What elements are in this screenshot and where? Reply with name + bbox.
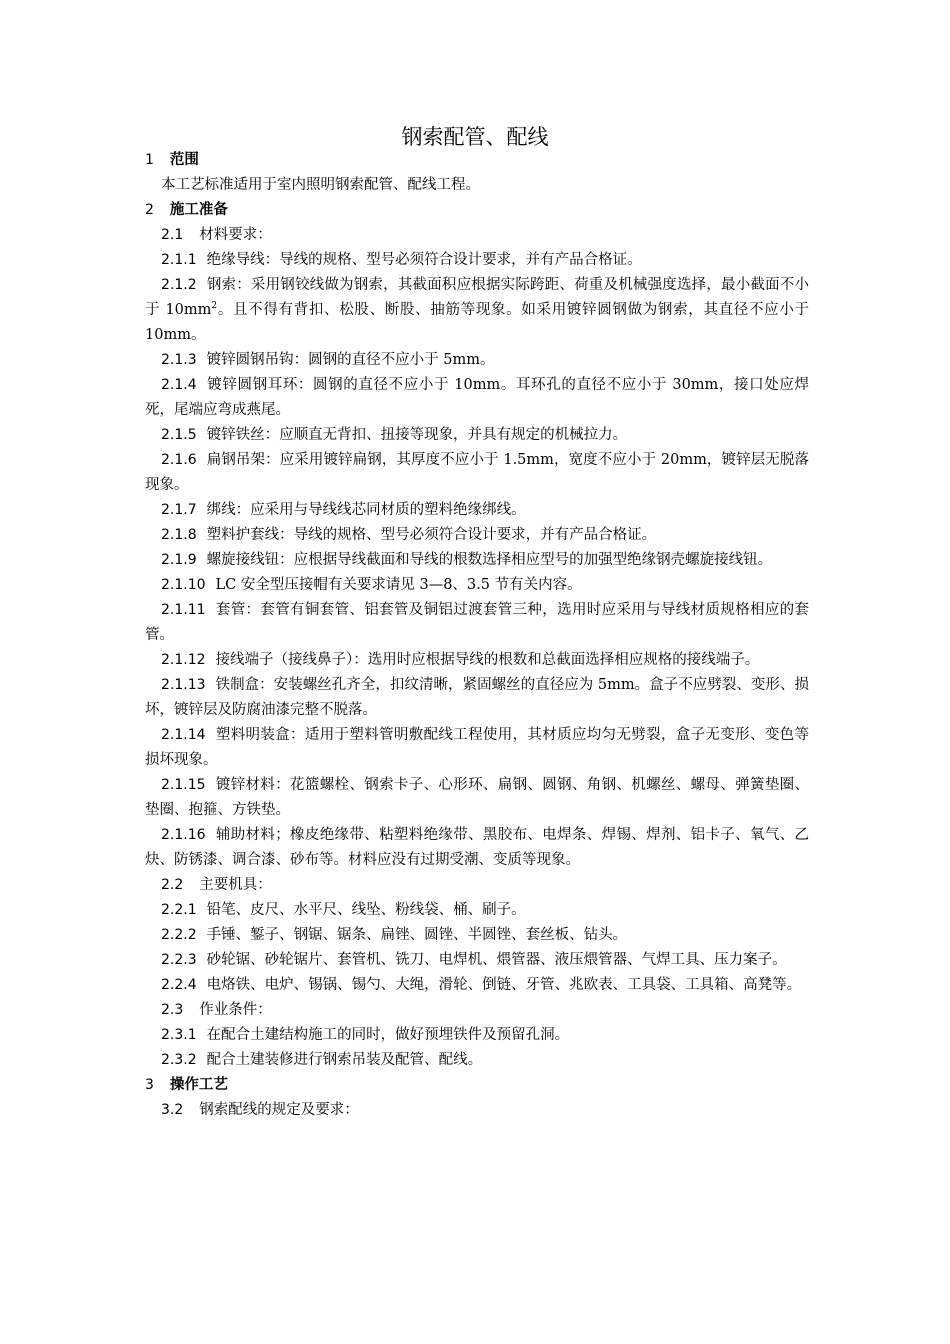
subsection-heading [145,1098,809,1123]
body-paragraph [145,173,809,198]
item-text: 塑料护套线：导线的规格、型号必须符合设计要求，并有产品合格证。 [206,527,657,543]
list-item [145,923,809,948]
item-number: 2.1.11 [161,602,206,618]
item-text: 辅助材料；橡皮绝缘带、粘塑料绝缘带、黑胶布、电焊条、焊锡、焊剂、铝卡子、氧气、乙炔、防锈漆、调合漆、砂布等。材料应没有过期受潮、变质等现象。 [145,827,809,868]
subsection-heading [145,998,809,1023]
item-text: 电烙铁、电炉、锡锅、锡勺、大绳，滑轮、倒链、牙管、兆欧表、工具袋、工具箱、高凳等。 [206,977,802,993]
item-text: 。且不得有背扣、松股、断股、抽筋等现象。如采用镀锌圆钢做为钢索，其直径不应小于 10mm。 [145,302,810,343]
section-number: 3 [145,1077,154,1093]
item-text: 铁制盒：安装螺丝孔齐全，扣纹清晰，紧固螺丝的直径应为 5mm。盒子不应劈裂、变形、损坏，镀锌层及防腐油漆完整不脱落。 [145,677,809,718]
item-text: 镀锌铁丝：应顺直无背扣、扭接等现象，并具有规定的机械拉力。 [206,427,628,443]
list-item [145,648,809,673]
item-text: 钢索：采用钢铰线做为钢索，其截面积应根据实际跨距、荷重及机械强度选择，最小截面不小于 10mm [145,277,809,318]
superscript: 2 [211,301,218,312]
list-item [145,598,809,648]
item-number: 2.1.10 [161,577,206,593]
item-number: 2.1.1 [161,252,197,268]
section-heading-text: 操作工艺 [169,1077,228,1093]
item-text: 镀锌圆钢耳环：圆钢的直径不应小于 10mm。耳环孔的直径不应小于 30mm，接口处应焊死，尾端应弯成燕尾。 [145,377,809,418]
list-item [145,448,809,498]
list-item [145,273,809,348]
subsection-number: 3.2 [161,1102,184,1118]
item-text: 扁钢吊架：应采用镀锌扁钢，其厚度不应小于 1.5mm，宽度不应小于 20mm，镀锌层无脱落现象。 [145,452,809,493]
list-item [145,973,809,998]
subsection-heading-text: 主要机具： [199,877,272,893]
item-text: 镀锌材料：花篮螺栓、钢索卡子、心形环、扁钢、圆钢、角钢、机螺丝、螺母、弹簧垫圈、垫圈、抱箍、方铁垫。 [145,777,809,818]
list-item [145,948,809,973]
item-number: 2.1.8 [161,527,197,543]
list-item [145,373,809,423]
list-item [145,898,809,923]
item-text: 绑线：应采用与导线线芯同材质的塑料绝缘绑线。 [206,502,526,518]
item-text: 套管：套管有铜套管、铝套管及铜铝过渡套管三种，选用时应采用与导线材质规格相应的套管。 [145,602,809,643]
item-number: 2.1.12 [161,652,206,668]
item-number: 2.2.2 [161,927,197,943]
item-number: 2.1.15 [161,777,206,793]
document-body [145,148,809,1123]
item-number: 2.1.3 [161,352,197,368]
subsection-number: 2.3 [161,1002,184,1018]
subsection-heading-text: 钢索配线的规定及要求： [199,1102,359,1118]
item-text: 接线端子（接线鼻子）：选用时应根据导线的根数和总截面选择相应规格的接线端子。 [215,652,760,668]
list-item [145,548,809,573]
list-item [145,723,809,773]
item-text: LC 安全型压接帽有关要求请见 3—8、3.5 节有关内容。 [215,577,582,593]
subsection-heading [145,223,809,248]
section-number: 1 [145,152,154,168]
subsection-heading [145,873,809,898]
section-heading [145,148,809,173]
item-text: 镀锌圆钢吊钩：圆钢的直径不应小于 5mm。 [206,352,495,368]
item-number: 2.1.5 [161,427,197,443]
list-item [145,773,809,823]
item-number: 2.1.16 [161,827,206,843]
section-heading [145,1073,809,1098]
item-number: 2.3.1 [161,1027,197,1043]
item-text: 砂轮锯、砂轮锯片、套管机、铣刀、电焊机、煨管器、液压煨管器、气焊工具、压力案子。 [206,952,787,968]
section-number: 2 [145,202,154,218]
item-number: 2.1.4 [161,377,197,393]
subsection-heading-text: 作业条件： [199,1002,272,1018]
section-heading [145,198,809,223]
paragraph-text: 本工艺标准适用于室内照明钢索配管、配线工程。 [161,177,480,193]
item-text: 螺旋接线钮：应根据导线截面和导线的根数选择相应型号的加强型绝缘钢壳螺旋接线钮。 [206,552,773,568]
list-item [145,573,809,598]
subsection-number: 2.2 [161,877,184,893]
item-text: 在配合土建结构施工的同时，做好预埋铁件及预留孔洞。 [206,1027,570,1043]
list-item [145,673,809,723]
item-number: 2.1.14 [161,727,206,743]
list-item [145,823,809,873]
item-text: 铅笔、皮尺、水平尺、线坠、粉线袋、桶、刷子。 [206,902,526,918]
list-item [145,1023,809,1048]
item-text: 绝缘导线：导线的规格、型号必须符合设计要求，并有产品合格证。 [206,252,642,268]
list-item [145,348,809,373]
list-item [145,498,809,523]
item-text: 塑料明装盒：适用于塑料管明敷配线工程使用，其材质应均匀无劈裂，盒子无变形、变色等损坏现象。 [145,727,809,768]
page-title: 钢索配管、配线 [401,125,549,149]
item-text: 配合土建装修进行钢索吊装及配管、配线。 [206,1052,483,1068]
item-number: 2.2.1 [161,902,197,918]
list-item [145,423,809,448]
subsection-number: 2.1 [161,227,184,243]
item-number: 2.1.2 [161,277,197,293]
item-number: 2.1.6 [161,452,197,468]
section-heading-text: 范围 [169,152,199,168]
item-number: 2.2.3 [161,952,197,968]
list-item [145,523,809,548]
item-number: 2.3.2 [161,1052,197,1068]
item-number: 2.2.4 [161,977,197,993]
list-item [145,1048,809,1073]
subsection-heading-text: 材料要求： [199,227,272,243]
section-heading-text: 施工准备 [169,202,228,218]
item-number: 2.1.9 [161,552,197,568]
list-item [145,248,809,273]
item-number: 2.1.7 [161,502,197,518]
item-text: 手锤、錾子、钢锯、锯条、扁锉、圆锉、半圆锉、套丝板、钻头。 [206,927,628,943]
item-number: 2.1.13 [161,677,206,693]
